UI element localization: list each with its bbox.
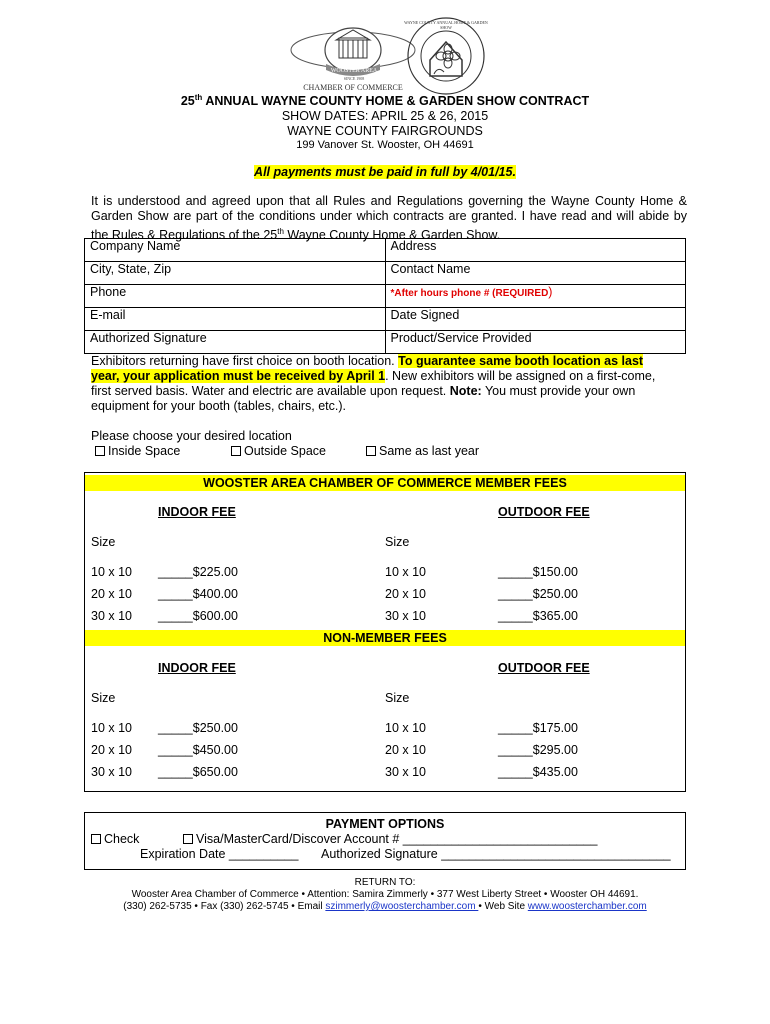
payment-check-option[interactable] <box>91 832 139 846</box>
contract-title <box>0 93 770 108</box>
option-inside-space[interactable] <box>95 444 180 458</box>
nonmember-outdoor-fee[interactable]: _____$295.00 <box>498 743 578 757</box>
booth-line-1 <box>91 354 691 369</box>
member-indoor-size: 20 x 10 <box>91 587 133 601</box>
city-state-zip-field[interactable]: City, State, Zip <box>85 262 386 285</box>
payment-options-box <box>84 812 686 870</box>
payment-notice <box>0 165 770 179</box>
nonmember-indoor-fee[interactable]: _____$650.00 <box>158 765 238 779</box>
contact-name-field[interactable]: Contact Name <box>385 262 686 285</box>
agreement-line-2: Garden Show are part of the conditions under which contracts are granted. I have read and will abide by <box>91 209 687 223</box>
after-hours-label: *After hours phone # (REQUIRED <box>390 288 549 299</box>
inside-space-label: Inside Space <box>108 444 181 458</box>
nonmember-indoor-size-label: Size <box>91 691 116 705</box>
payment-card-option[interactable] <box>183 832 597 846</box>
fees-box <box>84 472 686 792</box>
note-label: Note: <box>449 384 482 398</box>
phone-field[interactable]: Phone <box>85 285 386 308</box>
location-prompt: Please choose your desired location <box>91 429 292 443</box>
booth-line-4: equipment for your booth (tables, chairs, etc.). <box>91 399 346 413</box>
address-field[interactable]: Address <box>385 239 686 262</box>
nonmember-outdoor-size: 20 x 10 <box>385 743 427 757</box>
booth-line-2 <box>91 369 691 384</box>
nonmember-outdoor-size-label: Size <box>385 691 410 705</box>
member-outdoor-size-label: Size <box>385 535 410 549</box>
chamber-logo-since: SINCE 1908 <box>343 76 365 81</box>
email-link[interactable]: szimmerly@woosterchamber.com <box>325 901 479 912</box>
booth-line-2-highlight: year, your application must be received by April 1 <box>91 369 386 383</box>
inside-space-checkbox[interactable] <box>95 446 105 456</box>
payment-notice-text: All payments must be paid in full by 4/01/15. <box>254 165 516 179</box>
contact-website-label: • Web Site <box>478 901 528 912</box>
option-same-as-last-year[interactable] <box>366 444 479 458</box>
title-number: 25 <box>180 94 195 109</box>
option-outside-space[interactable] <box>231 444 326 458</box>
nonmember-outdoor-size: 30 x 10 <box>385 765 427 779</box>
member-indoor-size: 30 x 10 <box>91 609 133 623</box>
company-name-field[interactable]: Company Name <box>85 239 386 262</box>
agreement-line-3-sup: th <box>277 227 284 236</box>
after-hours-paren: ) <box>548 285 553 299</box>
agreement-line-3b: Wayne County Home & Garden Show. <box>283 228 501 243</box>
show-dates: SHOW DATES: APRIL 25 & 26, 2015 <box>281 109 489 123</box>
email-field[interactable]: E-mail <box>85 308 386 331</box>
table-row <box>85 331 686 354</box>
exhibitor-info-table <box>84 238 686 354</box>
outside-space-checkbox[interactable] <box>231 446 241 456</box>
nonmember-outdoor-size: 10 x 10 <box>385 721 427 735</box>
member-fees-heading: WOOSTER AREA CHAMBER OF COMMERCE MEMBER FEES <box>85 475 685 491</box>
nonmember-fees-heading: NON-MEMBER FEES <box>85 630 685 646</box>
table-row <box>85 262 686 285</box>
agreement-line-3a: the Rules & Regulations of the 25 <box>91 228 278 243</box>
nonmember-outdoor-fee[interactable]: _____$175.00 <box>498 721 578 735</box>
member-indoor-size-label: Size <box>91 535 116 549</box>
nonmember-indoor-size: 10 x 10 <box>91 721 133 735</box>
nonmember-indoor-size: 20 x 10 <box>91 743 133 757</box>
booth-line-3-text: first served basis. Water and electric are available upon request. <box>91 384 447 398</box>
venue-address: 199 Vanover St. Wooster, OH 44691 <box>296 139 474 151</box>
nonmember-indoor-fee[interactable]: _____$450.00 <box>158 743 238 757</box>
after-hours-phone-field[interactable] <box>385 285 686 308</box>
contact-line <box>0 901 770 912</box>
member-indoor-fee-label: INDOOR FEE <box>158 505 236 519</box>
nonmember-outdoor-fee[interactable]: _____$435.00 <box>498 765 578 779</box>
title-sup: th <box>194 93 203 102</box>
venue: WAYNE COUNTY FAIRGROUNDS <box>287 124 483 138</box>
table-row <box>85 308 686 331</box>
member-outdoor-fee[interactable]: _____$365.00 <box>498 609 578 623</box>
booth-line-3 <box>91 384 691 399</box>
chamber-logo-name: WOOSTER AREA <box>330 68 378 74</box>
return-address: Wooster Area Chamber of Commerce • Attention: Samira Zimmerly • 377 West Liberty Street • Wooster OH 44691. <box>131 889 639 900</box>
table-row <box>85 285 686 308</box>
card-checkbox[interactable] <box>183 834 193 844</box>
table-row <box>85 239 686 262</box>
booth-info-paragraph <box>91 354 691 414</box>
member-outdoor-size: 30 x 10 <box>385 609 427 623</box>
payment-options-heading: PAYMENT OPTIONS <box>325 817 445 831</box>
member-outdoor-size: 20 x 10 <box>385 587 427 601</box>
agreement-paragraph <box>91 194 687 243</box>
date-signed-field[interactable]: Date Signed <box>385 308 686 331</box>
member-indoor-fee[interactable]: _____$225.00 <box>158 565 238 579</box>
member-outdoor-fee-label: OUTDOOR FEE <box>498 505 590 519</box>
member-outdoor-size: 10 x 10 <box>385 565 427 579</box>
check-checkbox[interactable] <box>91 834 101 844</box>
booth-line-2-rest: . New exhibitors will be assigned on a first-come, <box>385 369 656 383</box>
title-rest: ANNUAL WAYNE COUNTY HOME & GARDEN SHOW CONTRACT <box>202 94 590 109</box>
check-label: Check <box>104 832 140 846</box>
website-link[interactable]: www.woosterchamber.com <box>527 901 647 912</box>
authorized-signature-field[interactable]: Authorized Signature <box>85 331 386 354</box>
booth-line-3-rest: You must provide your own <box>481 384 636 398</box>
booth-line-1-text: Exhibitors returning have first choice on booth location. <box>91 354 395 368</box>
nonmember-indoor-fee[interactable]: _____$250.00 <box>158 721 238 735</box>
booth-line-1-highlight: To guarantee same booth location as last <box>398 354 644 368</box>
same-as-last-year-label: Same as last year <box>379 444 480 458</box>
member-indoor-fee[interactable]: _____$600.00 <box>158 609 238 623</box>
chamber-caption: CHAMBER OF COMMERCE <box>303 83 403 92</box>
card-label: Visa/MasterCard/Discover Account # ____________________________ <box>196 832 598 846</box>
nonmember-indoor-size: 30 x 10 <box>91 765 133 779</box>
expiration-date-field[interactable]: Expiration Date __________ <box>140 847 299 861</box>
outside-space-label: Outside Space <box>244 444 326 458</box>
member-outdoor-fee[interactable]: _____$250.00 <box>498 587 578 601</box>
nonmember-indoor-fee-label: INDOOR FEE <box>158 661 236 675</box>
same-as-last-year-checkbox[interactable] <box>366 446 376 456</box>
product-service-field[interactable]: Product/Service Provided <box>385 331 686 354</box>
nonmember-outdoor-fee-label: OUTDOOR FEE <box>498 661 590 675</box>
member-indoor-fee[interactable]: _____$400.00 <box>158 587 238 601</box>
member-indoor-size: 10 x 10 <box>91 565 133 579</box>
member-outdoor-fee[interactable]: _____$150.00 <box>498 565 578 579</box>
contact-phone-fax: (330) 262-5735 • Fax (330) 262-5745 • Email <box>123 901 326 912</box>
agreement-line-1: It is understood and agreed upon that all Rules and Regulations governing the Wayne County Home & <box>91 194 687 208</box>
return-to-label: RETURN TO: <box>354 877 416 888</box>
authorized-signature-line[interactable]: Authorized Signature _________________________________ <box>321 847 671 861</box>
home-garden-show-logo-text: WAYNE COUNTY ANNUAL HOME & GARDEN SHOW <box>404 20 488 30</box>
